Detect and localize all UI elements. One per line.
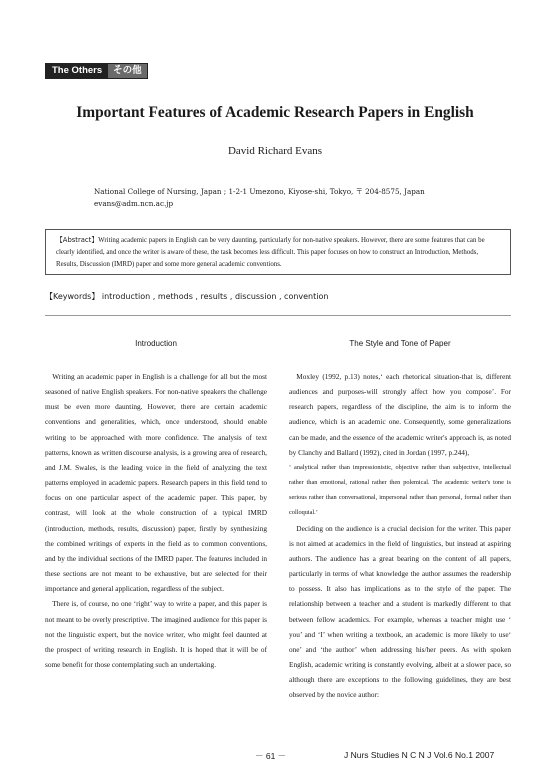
abstract-label: 【Abstract】 xyxy=(56,236,99,244)
abstract-text: Writing academic papers in English can be very daunting, particularly for non-native speakers. However, there are some features that can be clearly identified, and once the writer is aware of these, the task becomes less difficult. This paper focuses on how to construct an Introduction, Methods, Results, Discussion (IMRD) paper and some more general academic conventions. xyxy=(56,237,485,268)
keywords xyxy=(45,291,328,303)
affiliation-email: evans@adm.ncn.ac.jp xyxy=(94,199,174,208)
section-badge xyxy=(45,63,148,79)
journal-citation: J Nurs Studies N C N J Vol.6 No.1 2007 xyxy=(344,750,495,760)
paragraph: There is, of course, no one ‘right’ way to write a paper, and this paper is not meant to be overly prescriptive. The imagined audience for this paper is not the linguistic expert, but the novice writer, who might feel daunted at the prospect of writing research in English. It is hoped that it will be of some benefit for those contemplating such an undertaking. xyxy=(45,599,267,669)
left-column xyxy=(45,339,267,672)
style-tone-body xyxy=(289,369,511,702)
paragraph: Moxley (1992, p.13) notes,‘ each rhetorical situation-that is, different audiences and purposes-will strongly affect how you compose’. For research papers, regardless of the discipline, the aim is to inform the audience, which is an academic one. Consequently, some generalizations can be made, and the essence of the academic writer's approach is, as noted by Clanchy and Ballard (1992), cited in Jordan (1997, p.244), xyxy=(289,372,511,457)
right-column xyxy=(289,339,511,702)
section-divider xyxy=(45,315,511,316)
abstract-box xyxy=(45,229,511,275)
paragraph: Writing an academic paper in English is a challenge for all but the most seasoned of native English speakers. For non-native speakers the challenge must be even more daunting. However, there are certain academic conventions and generalities, which, once understood, should enable writing to be approached with more confidence. The analysis of text patterns, known as written discourse analysis, is a growing area of research, and J.M. Swales, is the leading voice in the field of analyzing the text patterns employed in academic papers. Research papers in this field tend to focus on one particular aspect of the academic paper. This paper, by contrast, will look at the whole construction of a typical IMRD (introduction, methods, results, discussion) paper, firstly by synthesizing the combined writings of experts in the field as to common conventions, and by the individual sections of the IMRD paper. The features included in these sections are not meant to be exhaustive, but are selected for their importance and general application, regardless of the subject. xyxy=(45,372,267,594)
style-tone-heading: The Style and Tone of Paper xyxy=(349,339,451,348)
keywords-text: introduction , methods , results , discussion , convention xyxy=(101,292,329,301)
author-name: David Richard Evans xyxy=(227,145,323,157)
page-number: － 61 － xyxy=(255,751,287,761)
block-quote: ‘ analytical rather than impressionistic, objective rather than subjective, intellectual rather than emotional, rational rather then polemical. The academic writer's tone is serious rather than conversational, impersonal rather than personal, formal rather than colloquial.’ xyxy=(289,463,511,517)
introduction-heading: Introduction xyxy=(135,339,177,348)
keywords-label: 【Keywords】 xyxy=(45,292,100,301)
section-badge-jp: その他 xyxy=(108,64,147,78)
paragraph: Deciding on the audience is a crucial decision for the writer. This paper is not aimed at academics in the field of linguistics, but instead at aspiring authors. The audience has a great bearing on the content of all papers, particularly in terms of what knowledge the author assumes the readership to possess. It also has implications as to the style of the paper. The relationship between a teacher and a student is markedly different to that between fellow academics. For example, whereas a teacher might use ‘ you’ and ‘I’ when writing a textbook, an academic is more likely to use‘ one’ and ‘the author’ when addressing his/her peers. As with spoken English, academic writing is constantly evolving, albeit at a slower pace, so although there are exceptions to the following guidelines, they are best observed by the novice author: xyxy=(289,523,511,700)
introduction-body xyxy=(45,369,267,672)
section-badge-en: The Others xyxy=(46,64,108,78)
page-footer xyxy=(0,750,550,762)
affiliation-address: National College of Nursing, Japan ; 1-2-1 Umezono, Kiyose-shi, Tokyo, 〒 204-8575, Japan xyxy=(94,187,425,196)
affiliation xyxy=(94,186,425,210)
paper-title: Important Features of Academic Research Papers in English xyxy=(76,104,474,121)
